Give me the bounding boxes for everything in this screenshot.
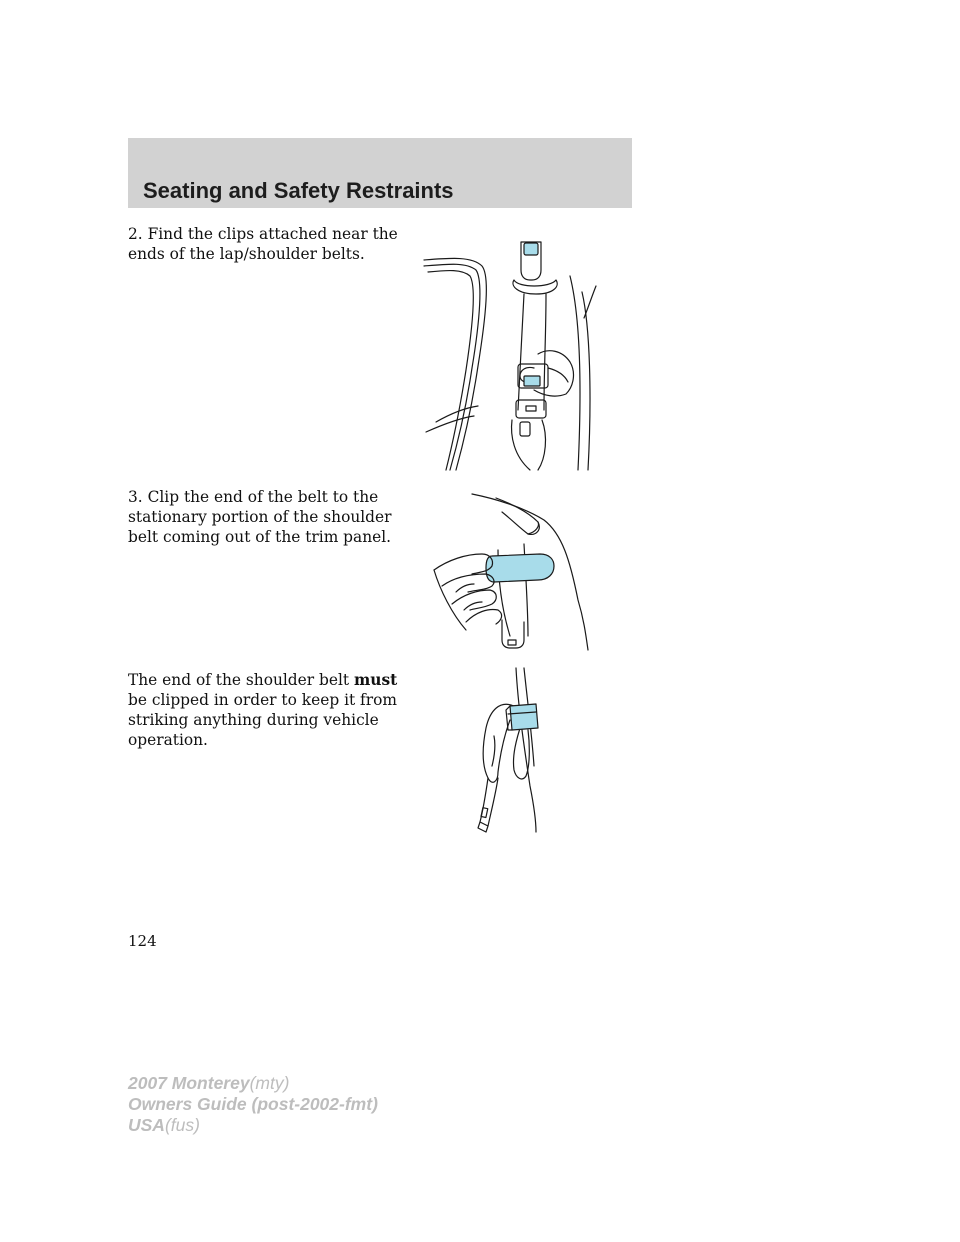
note-text-after: be clipped in order to keep it from striking anything during vehicle operation. (128, 691, 397, 749)
page-number: 124 (128, 932, 157, 950)
clipped-belt-illustration (470, 666, 550, 834)
footer-model: 2007 Monterey (128, 1073, 250, 1093)
note-text-before: The end of the shoulder belt (128, 671, 354, 689)
note-emphasis: must (353, 671, 398, 689)
footer-line-2 (128, 1094, 378, 1115)
step-3-text: 3. Clip the end of the belt to the stationary portion of the shoulder belt coming out of the trim panel. (128, 488, 392, 546)
step-2-text: 2. Find the clips attached near the ends of the lap/shoulder belts. (128, 225, 398, 263)
belt-clip-location-illustration (420, 236, 616, 474)
note-text (128, 670, 398, 750)
footer-model-code: (mty) (249, 1073, 290, 1093)
footer-guide: Owners Guide (post-2002-fmt) (128, 1094, 378, 1114)
footer-market: USA (128, 1115, 165, 1135)
footer-line-1 (128, 1073, 378, 1094)
footer-line-3 (128, 1115, 378, 1136)
document-footer (128, 1073, 378, 1136)
section-title: Seating and Safety Restraints (143, 178, 454, 203)
footer-market-code: (fus) (164, 1115, 200, 1135)
clipping-belt-illustration (432, 490, 600, 652)
